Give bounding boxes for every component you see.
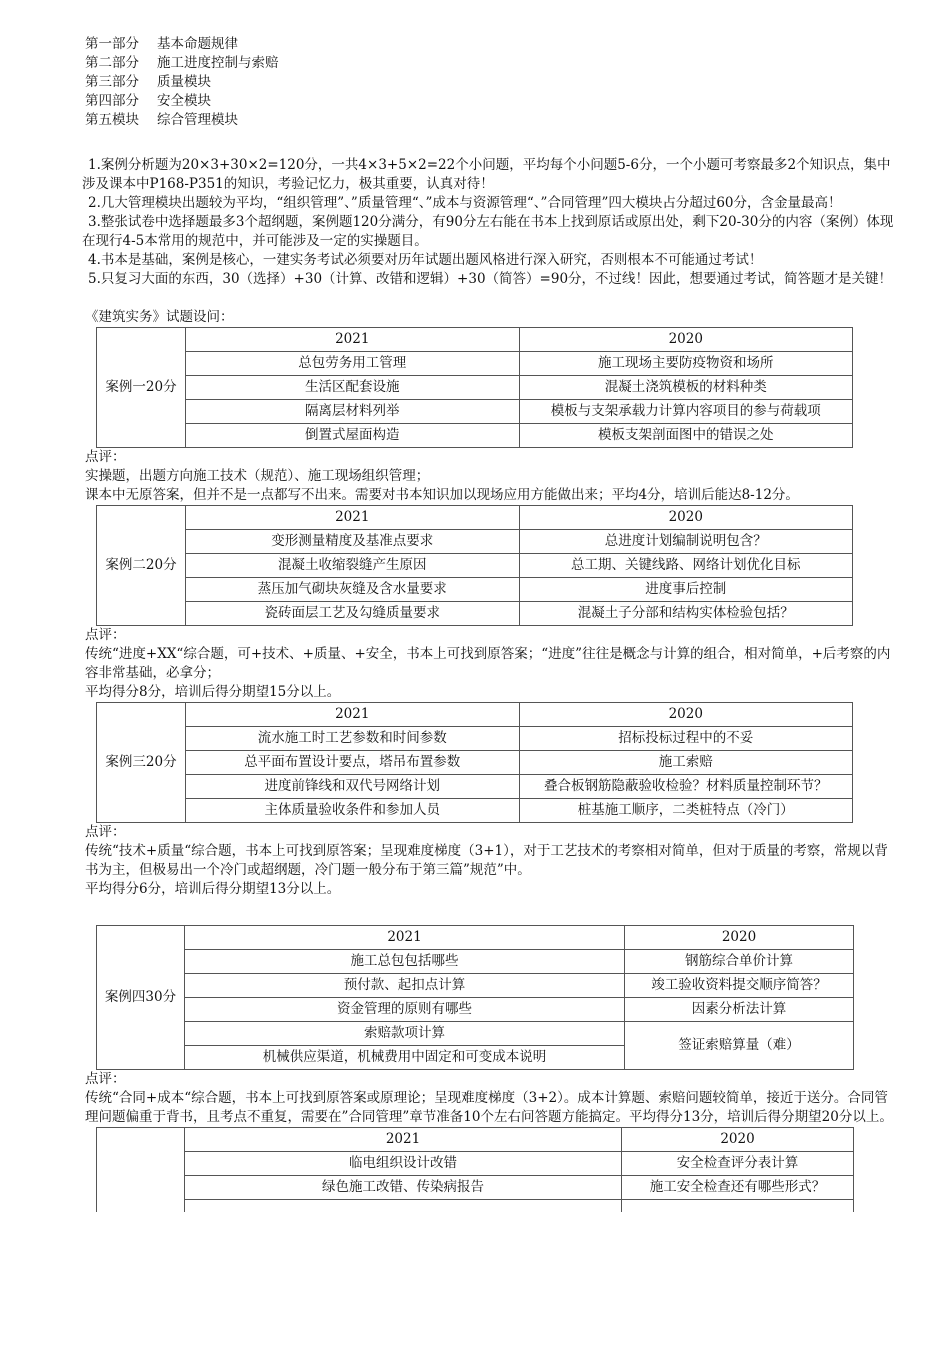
case5-table: 2021 2020 临电组织设计改错 安全检查评分表计算 绿色施工改错、传染病报告 施工安全检查还有哪些形式？ [96,1127,854,1212]
point: 5.只复习大面的东西，30（选择）+30（计算、改错和逻辑）+30（简答）=90分，不过线！因此，想要通过考试，简答题才是关键！ [88,271,893,287]
document [82,35,895,1212]
comment: 点评： 传统“技术+质量“综合题，书本上可找到原答案；呈现难度梯度（3+1），对于工艺技术的考察相对简单，但对于质量的考察，常规以背书为主，但极易出一个冷门或超纲题，冷门题一般分布于第三篇”规范”中。 平均得分6分，培训后得分期望13分以上。 [85,824,888,897]
toc-item: 第三部分 质量模块 [85,74,211,90]
case3-table: 案例三20分 2021 2020 流水施工时工艺参数和时间参数 招标投标过程中的不妥 总平面布置设计要点，塔吊布置参数 施工索赔 进度前锋线和双代号网络计划 叠合板钢筋隐蔽验收检验？材料质量控制环节？ 主体质量验收条件和参加人员 桩基施工顺序，二类桩特点（冷门） [96,702,853,823]
case2-table: 案例二20分 2021 2020 变形测量精度及基准点要求 总进度计划编制说明包含？ 混凝土收缩裂缝产生原因 总工期、关键线路、网络计划优化目标 蒸压加气砌块灰缝及含水量要求 进度事后控制 瓷砖面层工艺及勾缝质量要求 混凝土子分部和结构实体检验包括？ [96,505,853,626]
toc-item: 第五模块 综合管理模块 [85,112,238,128]
toc-item: 第一部分 基本命题规律 [85,36,238,52]
key-points [82,156,895,289]
comment: 点评： 传统“进度+XX“综合题，可+技术、+质量、+安全，书本上可找到原答案；“进度”往往是概念与计算的组合，相对简单，+后考察的内容非常基础，必拿分； 平均得分8分，培训后得分期望15分以上。 [85,627,891,700]
case-label: 案例四30分 [97,926,185,1070]
point: 2.几大管理模块出题较为平均，“组织管理”、”质量管理“、”成本与资源管理“、”合同管理”四大模块占分超过60分，含金量最高！ [88,195,842,211]
case1-table: 案例一20分 2021 2020 总包劳务用工管理 施工现场主要防疫物资和场所 生活区配套设施 混凝土浇筑模板的材料种类 隔离层材料列举 模板与支架承载力计算内容项目的参与荷载项 倒置式屋面构造 模板支架剖面图中的错误之处 [96,327,853,448]
point: 4.书本是基础，案例是核心，一建实务考试必须要对历年试题出题风格进行深入研究，否则根本不可能通过考试！ [88,252,763,268]
case4-table: 案例四30分 2021 2020 施工总包包括哪些 钢筋综合单价计算 预付款、起扣点计算 竣工验收资料提交顺序简答？ 资金管理的原则有哪些 因素分析法计算 索赔款项计算 签证索赔算量（难） 机械供应渠道，机械费用中固定和可变成本说明 [96,925,854,1070]
case-label: 案例三20分 [97,703,186,823]
point: 3.整张试卷中选择题最多3个超纲题，案例题120分满分，有90分左右能在书本上找到原话或原出处，剩下20-30分的内容（案例）体现在现行4-5本常用的规范中，并可能涉及一定的实操题目。 [82,214,894,249]
comment: 点评： 实操题，出题方向施工技术（规范）、施工现场组织管理； 课本中无原答案，但并不是一点都写不出来。需要对书本知识加以现场应用方能做出来；平均4分，培训后能达8-12分。 [85,449,799,503]
toc-item: 第四部分 安全模块 [85,93,211,109]
case-label: 案例一20分 [97,328,186,448]
section-title: 《建筑实务》试题设问： [85,309,234,325]
table-of-contents [85,35,895,130]
comment: 点评： 传统“合同+成本“综合题，书本上可找到原答案或原理论；呈现难度梯度（3+2）。成本计算题、索赔问题较简单，接近于送分。合同管理问题偏重于背书，且考点不重复，需要在”合同管理”章节准备10个左右问答题方能搞定。平均得分13分，培训后得分期望20分以上。 [85,1071,893,1125]
toc-item: 第二部分 施工进度控制与索赔 [85,55,279,71]
case-label: 案例二20分 [97,506,186,626]
point: 1.案例分析题为20×3+30×2=120分，一共4×3+5×2=22个小问题，平均每个小问题5-6分，一个小题可考察最多2个知识点，集中涉及课本中P168-P351的知识，考验记忆力，极其重要，认真对待！ [82,157,891,192]
